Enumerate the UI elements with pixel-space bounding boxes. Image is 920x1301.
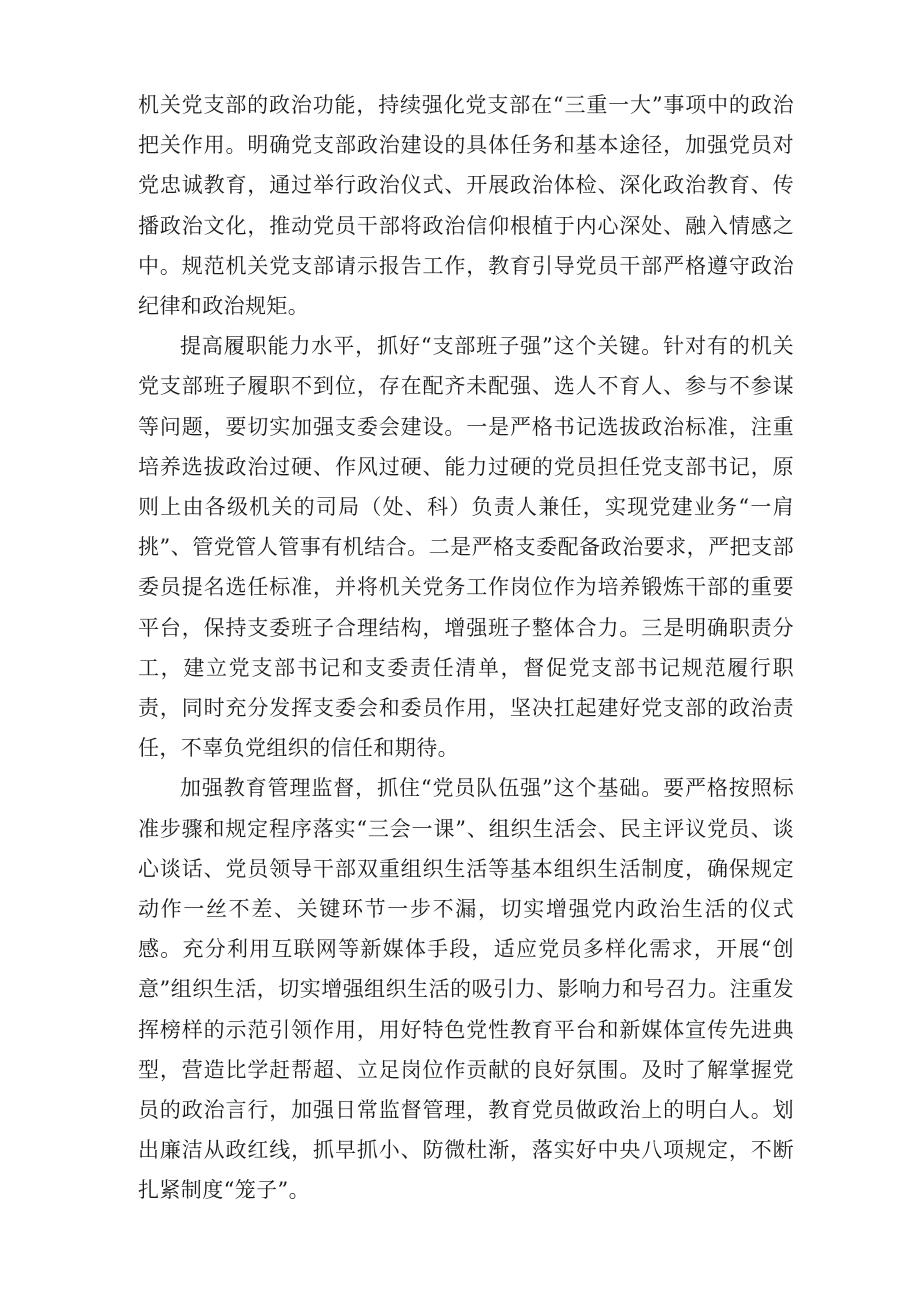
paragraph-political-function: 机关党支部的政治功能，持续强化党支部在“三重一大”事项中的政治把关作用。明确党支部政治建设的具体任务和基本途径，加强党员对党忠诚教育，通过举行政治仪式、开展政治体检、深化政治教育、传播政治文化，推动党员干部将政治信仰根植于内心深处、融入情感之中。规范机关党支部请示报告工作，教育引导党员干部严格遵守政治纪律和政治规矩。 [138,93,794,319]
paragraph-education-supervision: 加强教育管理监督，抓住“党员队伍强”这个基础。要严格按照标准步骤和规定程序落实“三会一课”、组织生活会、民主评议党员、谈心谈话、党员领导干部双重组织生活等基本组织生活制度，确保规定动作一丝不差、关键环节一步不漏，切实增强党内政治生活的仪式感。充分利用互联网等新媒体手段，适应党员多样化需求，开展“创意”组织生活，切实增强组织生活的吸引力、影响力和号召力。注重发挥榜样的示范引领作用，用好特色党性教育平台和新媒体宣传先进典型，营造比学赶帮超、立足岗位作贡献的良好氛围。及时了解掌握党员的政治言行，加强日常监督管理，教育党员做政治上的明白人。划出廉洁从政红线，抓早抓小、防微杜渐，落实好中央八项规定，不断扎紧制度“笼子”。 [138,776,794,1203]
paragraph-branch-leadership: 提高履职能力水平，抓好“支部班子强”这个关键。针对有的机关党支部班子履职不到位，存在配齐未配强、选人不育人、参与不参谋等问题，要切实加强支委会建设。一是严格书记选拔政治标准，注重培养选拔政治过硬、作风过硬、能力过硬的党员担任党支部书记，原则上由各级机关的司局（处、科）负责人兼任，实现党建业务“一肩挑”、管党管人管事有机结合。二是严格支委配备政治要求，严把支部委员提名选任标准，并将机关党务工作岗位作为培养锻炼干部的重要平台，保持支委班子合理结构，增强班子整体合力。三是明确职责分工，建立党支部书记和支委责任清单，督促党支部书记规范履行职责，同时充分发挥支委会和委员作用，坚决扛起建好党支部的政治责任，不辜负党组织的信任和期待。 [138,334,794,761]
document-page [138,85,794,1211]
